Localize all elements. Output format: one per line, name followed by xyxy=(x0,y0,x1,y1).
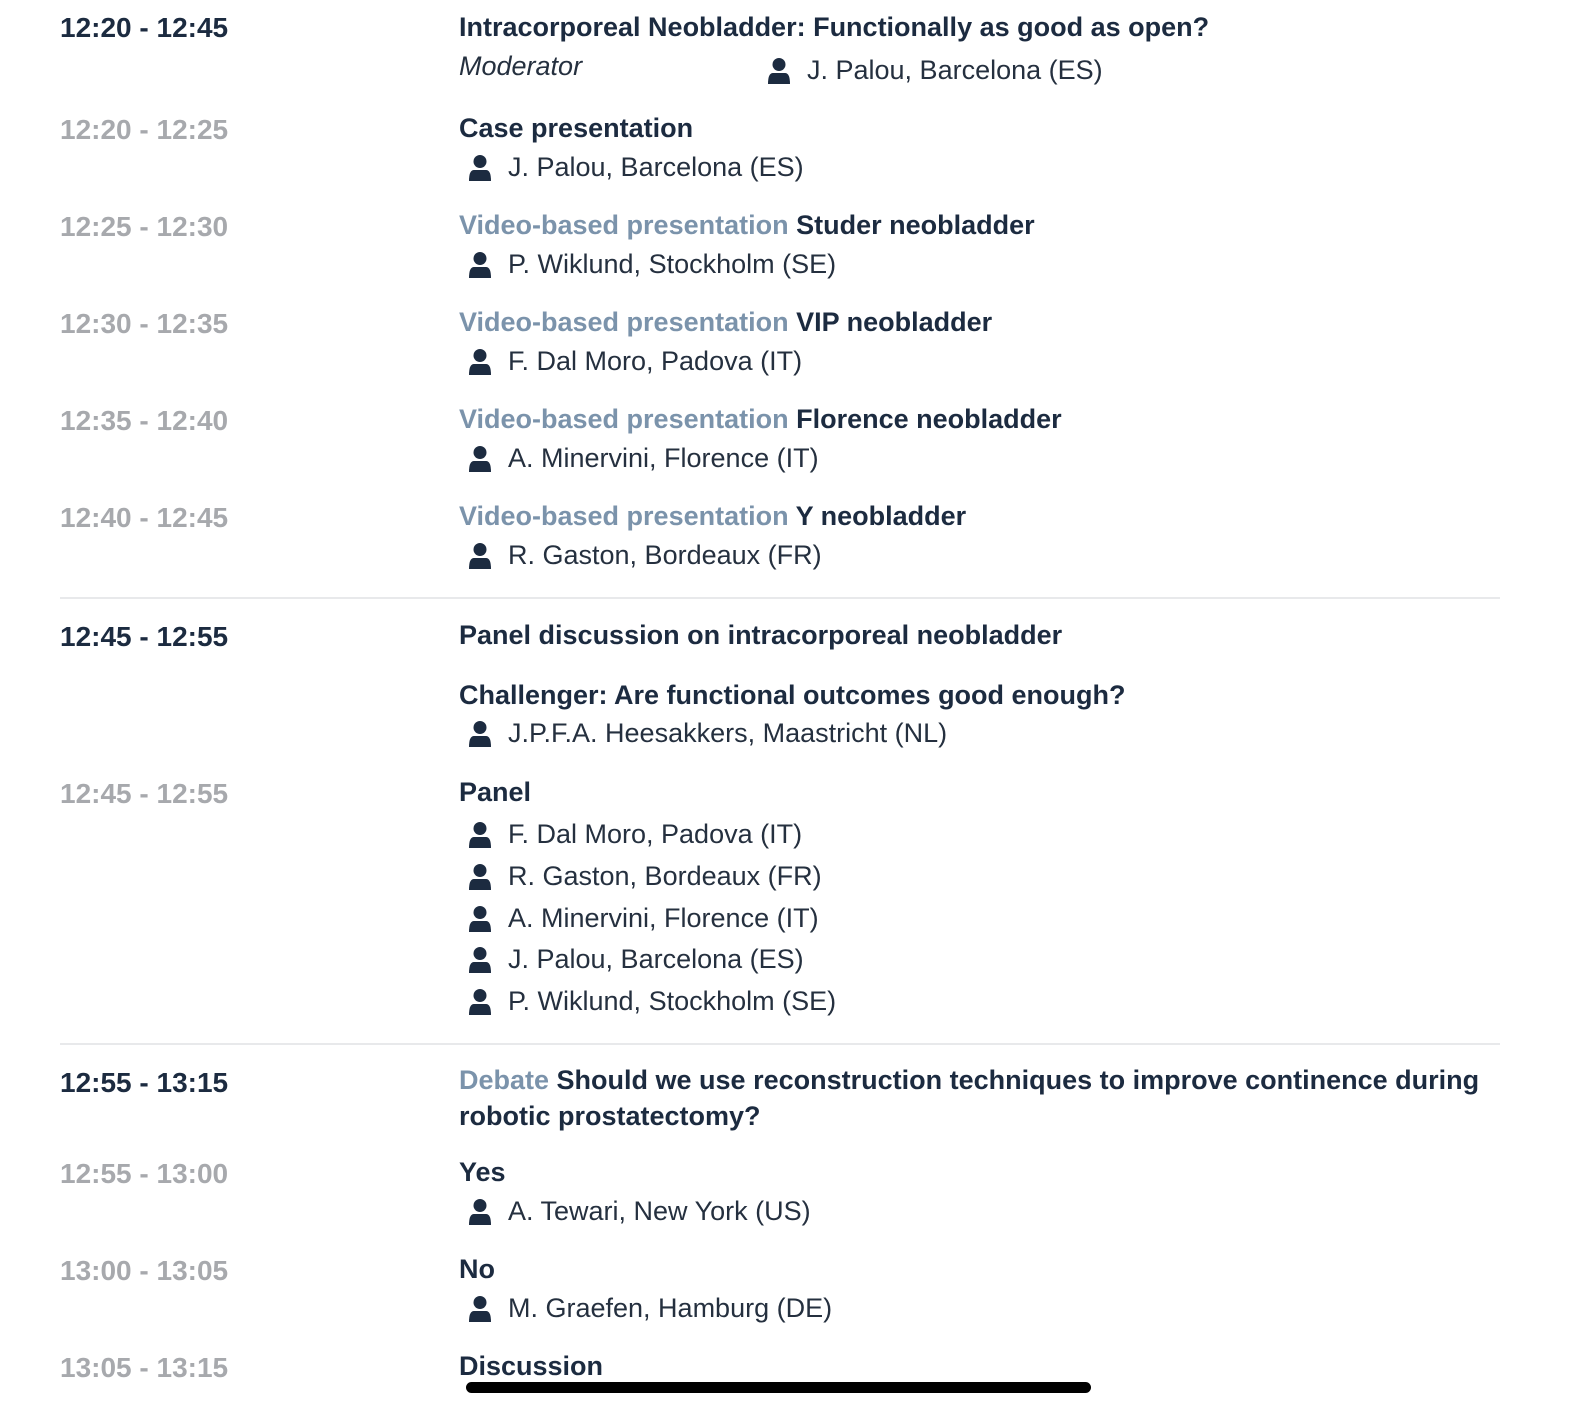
item-title[interactable] xyxy=(459,307,992,338)
item-title[interactable]: Yes xyxy=(459,1157,506,1187)
speaker-row[interactable] xyxy=(468,718,947,749)
speaker-row[interactable] xyxy=(468,819,802,850)
item-title[interactable] xyxy=(459,501,966,532)
user-icon xyxy=(468,720,492,748)
user-icon xyxy=(468,542,492,570)
session-type: Debate xyxy=(459,1065,550,1095)
item-time: 12:40 - 12:45 xyxy=(60,502,229,533)
item-time: 12:35 - 12:40 xyxy=(60,405,229,436)
item-time: 12:20 - 12:25 xyxy=(60,114,229,145)
item-time: 12:55 - 13:00 xyxy=(60,1158,229,1189)
speaker-row[interactable] xyxy=(468,1293,832,1324)
speaker-row[interactable] xyxy=(468,152,804,183)
item-title[interactable]: No xyxy=(459,1254,495,1284)
speaker-row[interactable] xyxy=(468,861,822,892)
speaker-name: R. Gaston, Bordeaux (FR) xyxy=(508,540,822,570)
speaker-row[interactable] xyxy=(468,443,819,474)
user-icon xyxy=(468,905,492,933)
moderator-label: Moderator xyxy=(459,51,583,81)
speaker-name: J.P.F.A. Heesakkers, Maastricht (NL) xyxy=(508,718,948,748)
speaker-row[interactable] xyxy=(468,903,819,934)
speaker-row[interactable] xyxy=(468,1196,811,1227)
session-time: 12:20 - 12:45 xyxy=(60,12,229,43)
section-divider xyxy=(60,1043,1500,1045)
session-title[interactable]: Intracorporeal Neobladder: Functionally as good as open? xyxy=(459,12,1210,42)
user-icon xyxy=(468,863,492,891)
user-icon xyxy=(468,154,492,182)
speaker-name: A. Minervini, Florence (IT) xyxy=(508,903,819,933)
speaker-row[interactable] xyxy=(468,986,836,1017)
user-icon xyxy=(767,57,791,85)
user-icon xyxy=(468,251,492,279)
item-title[interactable]: Panel xyxy=(459,777,532,807)
speaker-name: R. Gaston, Bordeaux (FR) xyxy=(508,861,822,891)
item-type: Video-based presentation xyxy=(459,210,789,240)
session-title[interactable]: Panel discussion on intracorporeal neobladder xyxy=(459,620,1063,650)
speaker-row[interactable] xyxy=(468,540,822,571)
item-time: 12:30 - 12:35 xyxy=(60,308,229,339)
moderator-row[interactable] xyxy=(767,55,1103,86)
speaker-name: F. Dal Moro, Padova (IT) xyxy=(508,819,803,849)
user-icon xyxy=(468,1198,492,1226)
speaker-row[interactable] xyxy=(468,944,804,975)
speaker-name: J. Palou, Barcelona (ES) xyxy=(508,152,804,182)
speaker-row[interactable] xyxy=(468,346,802,377)
session-title-text: Should we use reconstruction techniques to improve continence during robotic prostatectomy? xyxy=(459,1065,1480,1131)
speaker-name: A. Minervini, Florence (IT) xyxy=(508,443,819,473)
moderator-name: J. Palou, Barcelona (ES) xyxy=(807,55,1103,85)
session-time: 12:55 - 13:15 xyxy=(60,1067,229,1098)
user-icon xyxy=(468,946,492,974)
user-icon xyxy=(468,445,492,473)
item-title[interactable]: Challenger: Are functional outcomes good enough? xyxy=(459,680,1126,710)
home-indicator[interactable] xyxy=(466,1382,1091,1393)
item-title[interactable]: Discussion xyxy=(459,1351,604,1381)
item-title-text: Florence neobladder xyxy=(796,404,1062,434)
speaker-name: M. Graefen, Hamburg (DE) xyxy=(508,1293,833,1323)
item-time: 13:00 - 13:05 xyxy=(60,1255,229,1286)
user-icon xyxy=(468,988,492,1016)
speaker-name: P. Wiklund, Stockholm (SE) xyxy=(508,986,837,1016)
item-type: Video-based presentation xyxy=(459,404,789,434)
item-time: 13:05 - 13:15 xyxy=(60,1352,229,1383)
item-time: 12:45 - 12:55 xyxy=(60,778,229,809)
speaker-name: F. Dal Moro, Padova (IT) xyxy=(508,346,803,376)
item-title-text: Y neobladder xyxy=(795,501,967,531)
item-title-text: VIP neobladder xyxy=(796,307,993,337)
item-title[interactable] xyxy=(459,404,1062,435)
user-icon xyxy=(468,348,492,376)
user-icon xyxy=(468,821,492,849)
speaker-name: P. Wiklund, Stockholm (SE) xyxy=(508,249,837,279)
item-title[interactable]: Case presentation xyxy=(459,113,694,143)
item-title[interactable] xyxy=(459,210,1035,241)
section-divider xyxy=(60,597,1500,599)
speaker-row[interactable] xyxy=(468,249,836,280)
item-time: 12:25 - 12:30 xyxy=(60,211,229,242)
item-type: Video-based presentation xyxy=(459,501,789,531)
speaker-name: A. Tewari, New York (US) xyxy=(508,1196,811,1226)
item-title-text: Studer neobladder xyxy=(796,210,1035,240)
session-time: 12:45 - 12:55 xyxy=(60,621,229,652)
item-type: Video-based presentation xyxy=(459,307,789,337)
speaker-name: J. Palou, Barcelona (ES) xyxy=(508,944,804,974)
session-title[interactable] xyxy=(459,1062,1499,1134)
user-icon xyxy=(468,1295,492,1323)
